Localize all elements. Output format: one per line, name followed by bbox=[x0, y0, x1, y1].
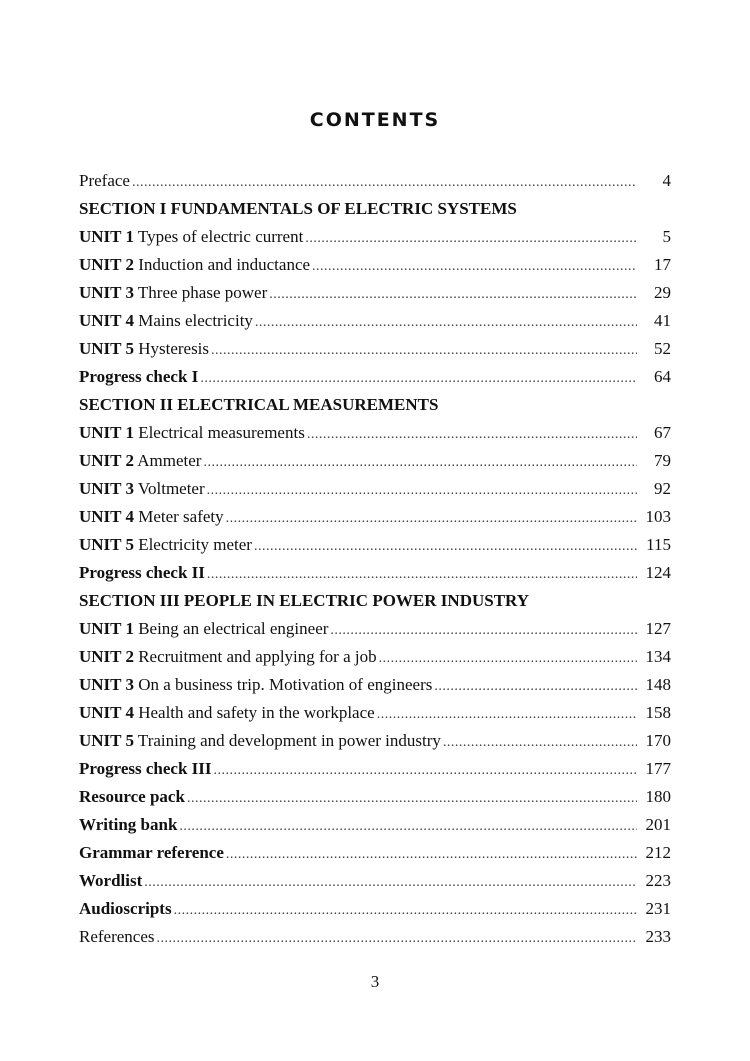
entry-page-number: 158 bbox=[645, 703, 671, 722]
toc-entry bbox=[79, 478, 671, 506]
entry-title: Meter safety bbox=[138, 507, 224, 526]
entry-label bbox=[79, 282, 267, 304]
entry-page-number: 67 bbox=[654, 423, 671, 442]
entry-page-number: 233 bbox=[645, 927, 671, 946]
entry-label bbox=[79, 702, 375, 724]
toc-entry bbox=[79, 814, 671, 842]
entry-title: Being an electrical engineer bbox=[138, 619, 329, 638]
entry-label bbox=[79, 534, 252, 556]
entry-title: Preface bbox=[79, 171, 130, 190]
toc-entry bbox=[79, 422, 671, 450]
entry-page-number: 180 bbox=[645, 787, 671, 806]
entry-label bbox=[79, 786, 185, 808]
toc-entry bbox=[79, 562, 671, 590]
dot-leader bbox=[132, 172, 637, 194]
section-title: SECTION III PEOPLE IN ELECTRIC POWER INDUSTRY bbox=[79, 591, 529, 610]
entry-prefix: UNIT 2 bbox=[79, 451, 134, 470]
entry-prefix: Progress check I bbox=[79, 367, 199, 386]
toc-entry bbox=[79, 506, 671, 534]
toc-entry bbox=[79, 674, 671, 702]
dot-leader bbox=[144, 872, 637, 894]
dot-leader bbox=[157, 928, 637, 950]
page-number: 3 bbox=[370, 972, 380, 991]
toc-entry bbox=[79, 646, 671, 674]
entry-label bbox=[79, 506, 224, 528]
entry-label bbox=[79, 870, 142, 892]
toc-entry bbox=[79, 254, 671, 282]
entry-prefix: UNIT 4 bbox=[79, 703, 134, 722]
dot-leader bbox=[207, 480, 637, 502]
entry-prefix: Progress check II bbox=[79, 563, 205, 582]
entry-label bbox=[79, 366, 198, 388]
dot-leader bbox=[187, 788, 637, 810]
entry-page-number: 79 bbox=[654, 451, 671, 470]
entry-page-number: 4 bbox=[662, 171, 671, 190]
entry-page-number: 170 bbox=[645, 731, 671, 750]
dot-leader bbox=[203, 452, 637, 474]
entry-title: Ammeter bbox=[137, 451, 202, 470]
entry-title: Mains electricity bbox=[138, 311, 253, 330]
dot-leader bbox=[174, 900, 637, 922]
entry-prefix: Audioscripts bbox=[79, 899, 172, 918]
toc-entry bbox=[79, 338, 671, 366]
entry-page-number: 29 bbox=[654, 283, 671, 302]
entry-title: Training and development in power industry bbox=[137, 731, 441, 750]
dot-leader bbox=[254, 536, 637, 558]
entry-page-number: 223 bbox=[645, 871, 671, 890]
dot-leader bbox=[179, 816, 637, 838]
entry-label bbox=[79, 814, 177, 836]
page-title: CONTENTS bbox=[309, 109, 441, 131]
entry-prefix: UNIT 5 bbox=[79, 535, 134, 554]
entry-prefix: UNIT 5 bbox=[79, 731, 134, 750]
entry-label bbox=[79, 646, 377, 668]
entry-label bbox=[79, 450, 201, 472]
entry-title: References bbox=[79, 927, 155, 946]
toc-entry bbox=[79, 730, 671, 758]
entry-page-number: 201 bbox=[645, 815, 671, 834]
entry-prefix: UNIT 2 bbox=[79, 647, 134, 666]
entry-label bbox=[79, 898, 172, 920]
entry-title: Types of electric current bbox=[137, 227, 304, 246]
entry-prefix: Wordlist bbox=[79, 871, 143, 890]
entry-label bbox=[79, 422, 305, 444]
entry-title: Health and safety in the workplace bbox=[138, 703, 375, 722]
entry-title: Recruitment and applying for a job bbox=[138, 647, 377, 666]
entry-prefix: Grammar reference bbox=[79, 843, 224, 862]
entry-prefix: UNIT 3 bbox=[79, 479, 134, 498]
entry-page-number: 52 bbox=[654, 339, 671, 358]
entry-prefix: UNIT 1 bbox=[79, 227, 134, 246]
entry-prefix: Progress check III bbox=[79, 759, 212, 778]
dot-leader bbox=[214, 760, 637, 782]
toc-entry bbox=[79, 842, 671, 870]
entry-label bbox=[79, 170, 130, 192]
toc-entry bbox=[79, 702, 671, 730]
entry-prefix: Resource pack bbox=[79, 787, 185, 806]
dot-leader bbox=[211, 340, 637, 362]
section-title: SECTION II ELECTRICAL MEASUREMENTS bbox=[79, 395, 439, 414]
entry-prefix: UNIT 2 bbox=[79, 255, 134, 274]
entry-page-number: 64 bbox=[654, 367, 671, 386]
entry-page-number: 134 bbox=[645, 647, 671, 666]
entry-page-number: 127 bbox=[645, 619, 671, 638]
entry-label bbox=[79, 758, 212, 780]
entry-page-number: 231 bbox=[645, 899, 671, 918]
toc-entry bbox=[79, 310, 671, 338]
dot-leader bbox=[330, 620, 637, 642]
toc-entry bbox=[79, 450, 671, 478]
toc-entry bbox=[79, 758, 671, 786]
toc-entry bbox=[79, 618, 671, 646]
toc-entry bbox=[79, 786, 671, 814]
toc-entry bbox=[79, 282, 671, 310]
entry-prefix: UNIT 1 bbox=[79, 619, 134, 638]
entry-page-number: 5 bbox=[662, 227, 671, 246]
toc-entry bbox=[79, 926, 671, 954]
entry-page-number: 92 bbox=[654, 479, 671, 498]
dot-leader bbox=[377, 704, 637, 726]
entry-label bbox=[79, 618, 328, 640]
entry-page-number: 115 bbox=[646, 535, 671, 554]
dot-leader bbox=[305, 228, 637, 250]
dot-leader bbox=[255, 312, 637, 334]
entry-label bbox=[79, 254, 310, 276]
dot-leader bbox=[312, 256, 637, 278]
toc-entry bbox=[79, 898, 671, 926]
toc-section-heading bbox=[79, 198, 671, 226]
entry-label bbox=[79, 338, 209, 360]
entry-prefix: UNIT 3 bbox=[79, 283, 134, 302]
entry-label bbox=[79, 478, 205, 500]
entry-title: Voltmeter bbox=[137, 479, 205, 498]
toc-entry bbox=[79, 870, 671, 898]
entry-title: Electrical measurements bbox=[138, 423, 305, 442]
dot-leader bbox=[226, 844, 637, 866]
entry-title: On a business trip. Motivation of engineers bbox=[138, 675, 433, 694]
entry-page-number: 124 bbox=[645, 563, 671, 582]
entry-page-number: 103 bbox=[645, 507, 671, 526]
toc-entry bbox=[79, 170, 671, 198]
entry-prefix: UNIT 4 bbox=[79, 311, 134, 330]
toc-section-heading bbox=[79, 590, 671, 618]
entry-prefix: UNIT 4 bbox=[79, 507, 134, 526]
dot-leader bbox=[443, 732, 637, 754]
entry-page-number: 177 bbox=[645, 759, 671, 778]
entry-label bbox=[79, 730, 441, 752]
dot-leader bbox=[269, 284, 637, 306]
entry-label bbox=[79, 310, 253, 332]
entry-prefix: Writing bank bbox=[79, 815, 178, 834]
entry-label bbox=[79, 842, 224, 864]
section-title: SECTION I FUNDAMENTALS OF ELECTRIC SYSTEMS bbox=[79, 199, 517, 218]
toc-entry bbox=[79, 366, 671, 394]
dot-leader bbox=[200, 368, 637, 390]
entry-title: Electricity meter bbox=[138, 535, 252, 554]
entry-prefix: UNIT 3 bbox=[79, 675, 134, 694]
entry-label bbox=[79, 562, 205, 584]
toc-entry bbox=[79, 226, 671, 254]
entry-title: Hysteresis bbox=[138, 339, 210, 358]
table-of-contents bbox=[79, 170, 671, 954]
entry-title: Induction and inductance bbox=[138, 255, 311, 274]
entry-prefix: UNIT 5 bbox=[79, 339, 134, 358]
dot-leader bbox=[434, 676, 637, 698]
toc-section-heading bbox=[79, 394, 671, 422]
entry-page-number: 148 bbox=[645, 675, 671, 694]
dot-leader bbox=[379, 648, 637, 670]
dot-leader bbox=[207, 564, 637, 586]
entry-label bbox=[79, 674, 432, 696]
entry-page-number: 212 bbox=[645, 843, 671, 862]
entry-title: Three phase power bbox=[137, 283, 268, 302]
entry-page-number: 41 bbox=[654, 311, 671, 330]
entry-label bbox=[79, 926, 155, 948]
dot-leader bbox=[307, 424, 637, 446]
toc-entry bbox=[79, 534, 671, 562]
entry-prefix: UNIT 1 bbox=[79, 423, 134, 442]
entry-label bbox=[79, 226, 303, 248]
entry-page-number: 17 bbox=[654, 255, 671, 274]
dot-leader bbox=[226, 508, 637, 530]
